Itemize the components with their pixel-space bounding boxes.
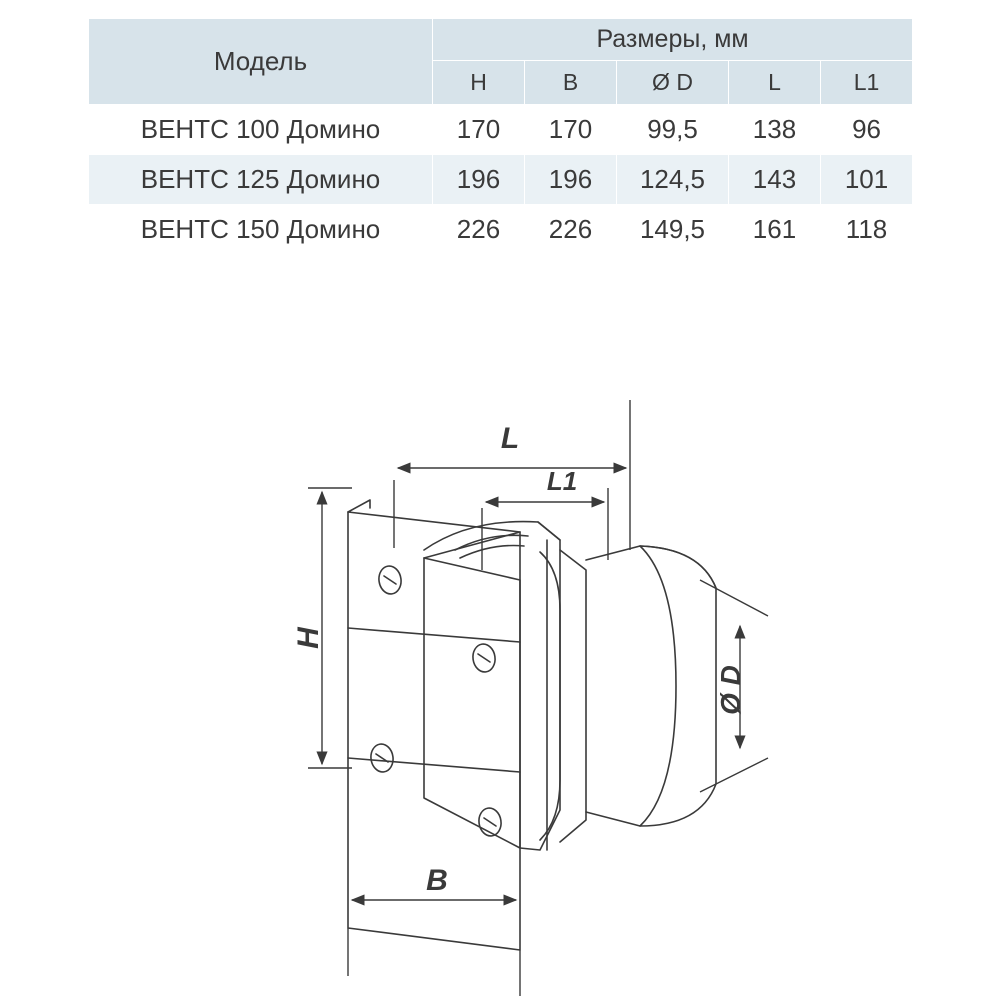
cell-d: 99,5: [617, 105, 729, 155]
front-cover: [424, 522, 560, 850]
screw-group: [369, 565, 503, 838]
cell-h: 196: [433, 155, 525, 205]
table-row: [89, 205, 913, 255]
table-body: [89, 105, 913, 255]
header-dimensions-group: Размеры, мм: [433, 19, 913, 61]
cell-l: 143: [729, 155, 821, 205]
drawing-svg: [0, 380, 1000, 1000]
back-plate-seam-top: [348, 628, 520, 642]
cell-b: 170: [525, 105, 617, 155]
table-header: [89, 19, 913, 105]
cell-l: 138: [729, 105, 821, 155]
ext-D-top: [700, 580, 768, 616]
table-header-row-1: [89, 19, 913, 61]
cell-h: 226: [433, 205, 525, 255]
cell-l1: 96: [821, 105, 913, 155]
duct-front-ellipse: [640, 546, 676, 826]
front-cover-right-face: [560, 550, 586, 842]
cell-model: ВЕНТС 125 Домино: [89, 155, 433, 205]
header-col-l1: L1: [821, 61, 913, 105]
ext-D-bottom: [700, 758, 768, 792]
front-panel-left-face: [424, 558, 520, 848]
label-L1: L1: [546, 466, 578, 496]
screw-slot: [478, 654, 490, 662]
label-L: L: [500, 422, 520, 455]
cell-l1: 101: [821, 155, 913, 205]
plate-left-edge: [348, 500, 370, 512]
fan-body-outline: [348, 500, 716, 950]
cover-top-detail-2: [460, 546, 524, 559]
header-col-b: B: [525, 61, 617, 105]
label-B: B: [426, 864, 448, 897]
screw-slot: [484, 818, 496, 826]
technical-drawing: [0, 380, 1000, 1000]
dimensions-table: [88, 18, 913, 255]
label-H: H: [292, 627, 325, 649]
cell-b: 226: [525, 205, 617, 255]
cell-b: 196: [525, 155, 617, 205]
header-col-h: H: [433, 61, 525, 105]
cell-l: 161: [729, 205, 821, 255]
dimension-lines: [308, 400, 768, 996]
cell-h: 170: [433, 105, 525, 155]
cell-l1: 118: [821, 205, 913, 255]
back-plate-seam-bottom: [348, 758, 520, 772]
duct-body: [586, 546, 716, 826]
label-D: Ø D: [715, 665, 746, 715]
front-cover-inner-curve: [540, 552, 560, 840]
header-col-l: L: [729, 61, 821, 105]
header-model: Модель: [89, 19, 433, 105]
table-row: [89, 155, 913, 205]
front-cover-corner: [538, 522, 560, 540]
cell-d: 149,5: [617, 205, 729, 255]
cell-model: ВЕНТС 150 Домино: [89, 205, 433, 255]
cell-model: ВЕНТС 100 Домино: [89, 105, 433, 155]
table-row: [89, 105, 913, 155]
cell-d: 124,5: [617, 155, 729, 205]
header-col-d: Ø D: [617, 61, 729, 105]
screw-slot: [384, 576, 396, 584]
